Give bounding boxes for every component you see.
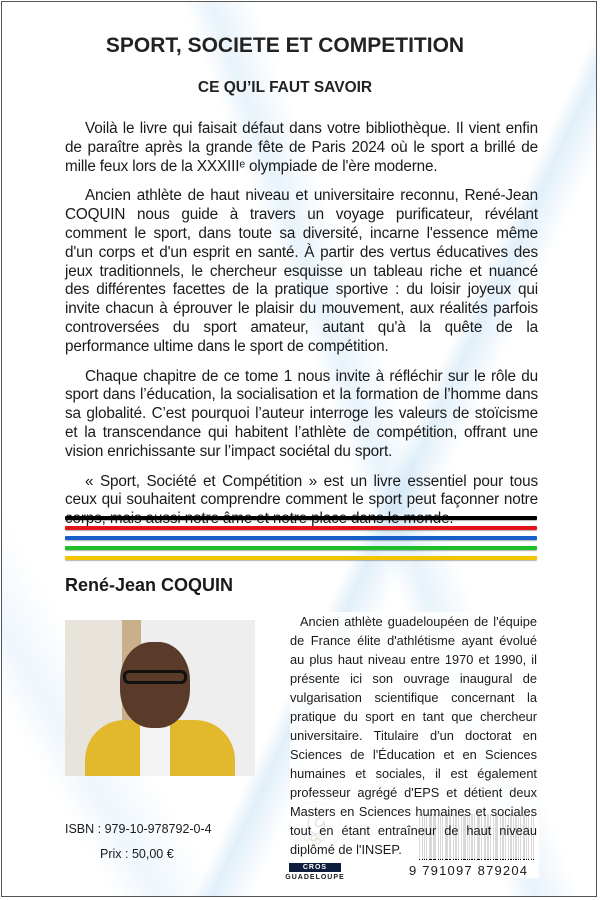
olympic-stripes xyxy=(65,516,537,566)
book-title: SPORT, SOCIETE ET COMPETITION xyxy=(105,34,465,57)
blurb-paragraph: Chaque chapitre de ce tome 1 nous invite à réfléchir sur le rôle du sport dans l’éducation, la socialisation et la formation de l’homme dans sa globalité. C’est pourquoi l’auteur interroge les valeurs de stoïcisme et la transcendance qui habitent l’athlète de compétition, offrant une vision enrichissante sur l’impact sociétal du sport. xyxy=(65,367,538,460)
price: Prix : 50,00 € xyxy=(100,847,174,861)
stripe-green xyxy=(65,546,537,550)
stripe-black xyxy=(65,516,537,520)
author-bio: Ancien athlète guadeloupéen de l'équipe de France élite d'athlétisme ayant évolué au plus haut niveau entre 1970 et 1990, il présente ici son ouvrage inaugural de vulgarisation scientifique concernant la pratique du sport en tant que chercheur universitaire. Titulaire d'un doctorat en Sciences de l'Éducation et en Sciences humaines et sociales, il est également professeur agrégé d'EPS et détient deux Masters en Sciences humaines et sociales tout en étant entraîneur de haut niveau diplômé de l'INSEP. xyxy=(290,614,537,857)
stripe-blue xyxy=(65,536,537,540)
stripe-red xyxy=(65,526,537,530)
stripe-yellow xyxy=(65,556,537,560)
book-subtitle: CE QU’IL FAUT SAVOIR xyxy=(197,79,373,96)
isbn: ISBN : 979-10-978792-0-4 xyxy=(65,822,212,836)
blurb-paragraph: « Sport, Société et Compétition » est un livre essentiel pour tous ceux qui souhaitent comprendre comment le sport peut façonner notre xyxy=(65,472,538,509)
author-photo xyxy=(65,620,255,776)
author-name: René-Jean COQUIN xyxy=(65,575,234,595)
blurb-paragraph: Voilà le livre qui faisait défaut dans votre bibliothèque. Il vient enfin de paraître après la grande fête de Paris 2024 où le sport a brillé de mille feux lors de la XXXIIIᵉ olympiade de l'ère moderne. xyxy=(65,120,538,175)
blurb xyxy=(65,120,538,540)
region-label: GUADELOUPE xyxy=(285,874,345,881)
blurb-paragraph: Ancien athlète de haut niveau et universitaire reconnu, René-Jean COQUIN nous guide à travers un voyage purificateur, révélant comment le sport, dans toute sa diversité, incarne l'essence même d'un corps et d'un esprit en santé. À partir des vertus éducatives des jeux traditionnels, le chercheur esquisse un tableau riche et nuancé des différentes facettes de la pratique sportive : du loisir joyeux qui invite chacun à éprouver le plaisir du mouvement, aux réalités parfois controversées du sport amateur, autant qu'à la quête de la performance ultime dans le sport de compétition. xyxy=(65,187,538,355)
barcode-number: 9 791097 879204 xyxy=(409,863,529,878)
cros-badge: CROS xyxy=(289,863,341,872)
